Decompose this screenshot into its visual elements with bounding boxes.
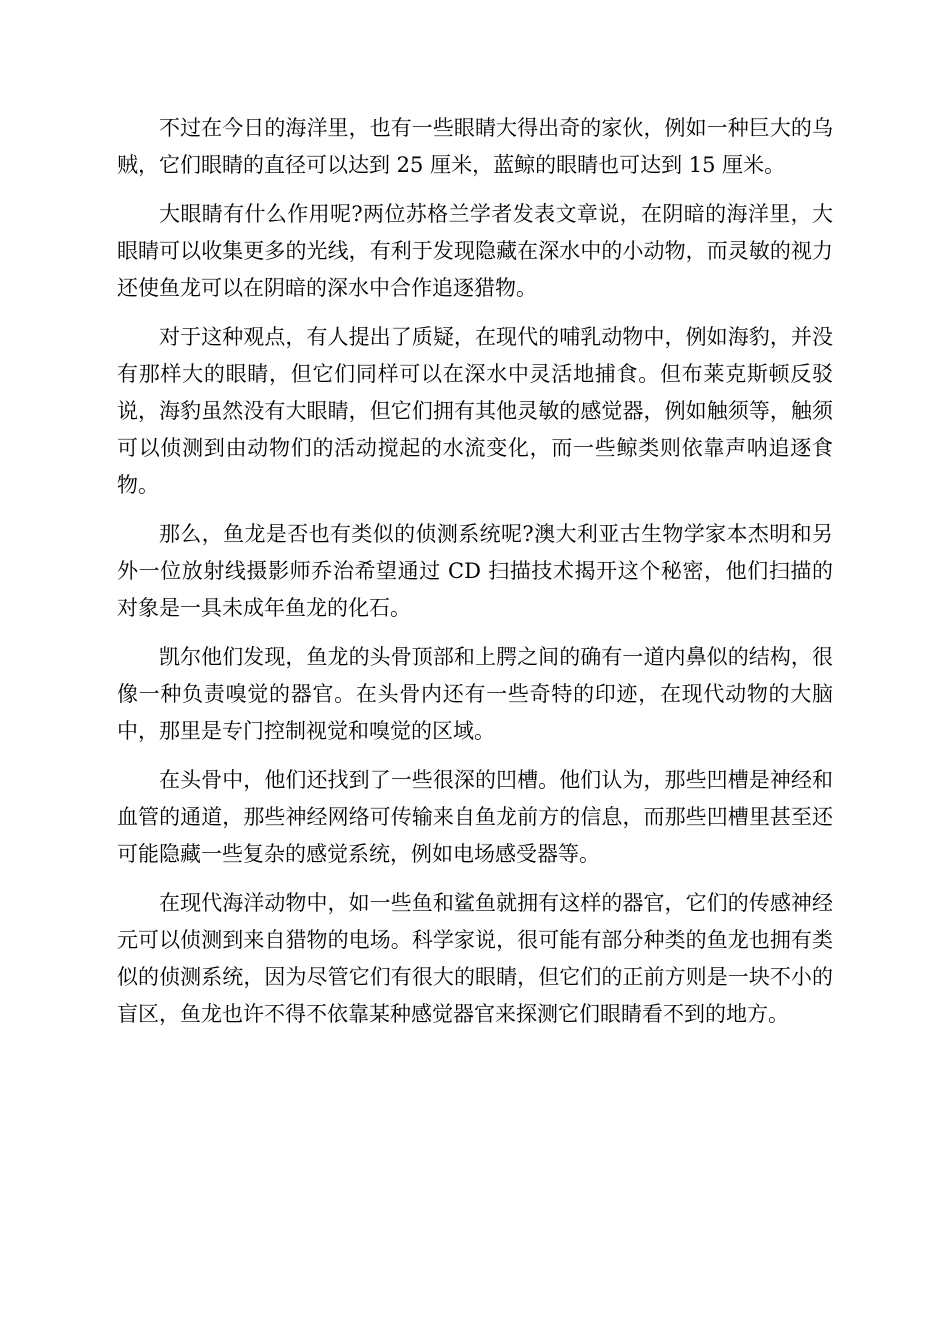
paragraph-7: 在现代海洋动物中，如一些鱼和鲨鱼就拥有这样的器官，它们的传感神经元可以侦测到来自猎物的电场。科学家说，很可能有部分种类的鱼龙也拥有类似的侦测系统，因为尽管它们有很大的眼睛，但它们的正前方则是一块不小的盲区，鱼龙也许不得不依靠某种感觉器官来探测它们眼睛看不到的地方。: [117, 891, 833, 1026]
paragraph-5: 凯尔他们发现，鱼龙的头骨顶部和上腭之间的确有一道内鼻似的结构，很像一种负责嗅觉的器官。在头骨内还有一些奇特的印迹，在现代动物的大脑中，那里是专门控制视觉和嗅觉的区域。: [117, 645, 833, 743]
paragraph-4: 那么，鱼龙是否也有类似的侦测系统呢?澳大利亚古生物学家本杰明和另外一位放射线摄影师乔治希望通过 CD 扫描技术揭开这个秘密，他们扫描的对象是一具未成年鱼龙的化石。: [117, 522, 833, 620]
paragraph-1: 不过在今日的海洋里，也有一些眼睛大得出奇的家伙，例如一种巨大的乌贼，它们眼睛的直径可以达到 25 厘米，蓝鲸的眼睛也可达到 15 厘米。: [117, 116, 833, 177]
paragraph-3: 对于这种观点，有人提出了质疑，在现代的哺乳动物中，例如海豹，并没有那样大的眼睛，但它们同样可以在深水中灵活地捕食。但布莱克斯顿反驳说，海豹虽然没有大眼睛，但它们拥有其他灵敏的感觉器，例如触须等，触须可以侦测到由动物们的活动搅起的水流变化，而一些鲸类则依靠声呐追逐食物。: [117, 325, 833, 497]
paragraph-2: 大眼睛有什么作用呢?两位苏格兰学者发表文章说，在阴暗的海洋里，大眼睛可以收集更多的光线，有利于发现隐藏在深水中的小动物，而灵敏的视力还使鱼龙可以在阴暗的深水中合作追逐猎物。: [117, 202, 833, 300]
paragraph-6: 在头骨中，他们还找到了一些很深的凹槽。他们认为，那些凹槽是神经和血管的通道，那些神经网络可传输来自鱼龙前方的信息，而那些凹槽里甚至还可能隐藏一些复杂的感觉系统，例如电场感受器等。: [117, 768, 833, 866]
article-body: [117, 110, 833, 1045]
